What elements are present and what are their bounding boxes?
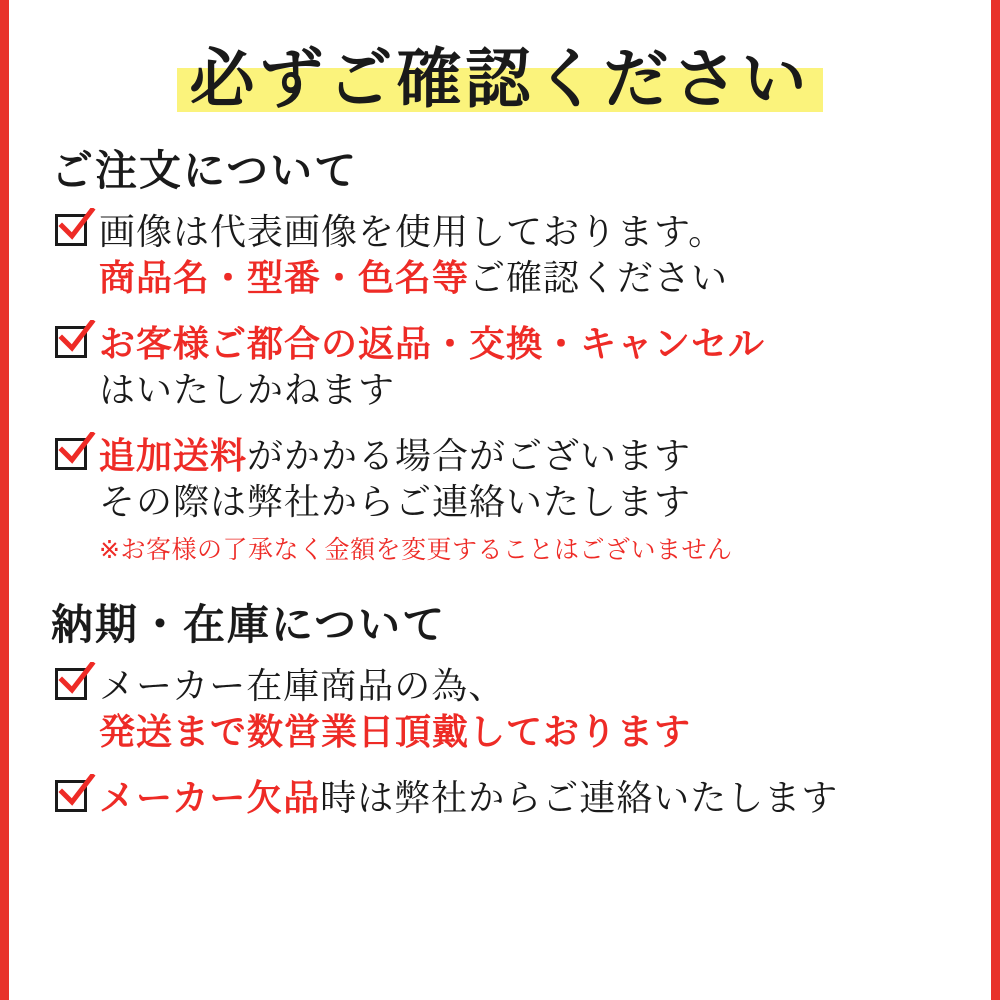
checkbox-checked-icon bbox=[55, 438, 91, 474]
list-item bbox=[47, 322, 957, 414]
line-1 bbox=[99, 322, 957, 368]
line-1-black: 時は弊社からご連絡いたします bbox=[320, 778, 839, 820]
list-item-text bbox=[99, 322, 957, 414]
line-1 bbox=[99, 210, 957, 256]
line-1 bbox=[99, 664, 957, 710]
line-1-black: がかかる場合がございます bbox=[247, 435, 692, 477]
line-1-red: 追加送料 bbox=[99, 435, 248, 477]
line-2 bbox=[99, 710, 957, 756]
footnote: ※お客様の了承なく金額を変更することはございません bbox=[99, 534, 733, 564]
line-1 bbox=[99, 434, 957, 480]
section-heading-order: ご注文について bbox=[51, 145, 359, 195]
checkbox-checked-icon bbox=[55, 668, 91, 704]
line-2-black: その際は弊社からご連絡いたします bbox=[99, 481, 692, 523]
section-heading-delivery: 納期・在庫について bbox=[51, 599, 447, 649]
list-item bbox=[47, 434, 957, 566]
line-2-red: 発送まで数営業日頂戴しております bbox=[99, 712, 692, 754]
checkbox-checked-icon bbox=[55, 780, 91, 816]
notice-content bbox=[9, 0, 991, 1000]
page-title bbox=[177, 44, 822, 116]
line-2 bbox=[99, 256, 957, 302]
line-2 bbox=[99, 368, 957, 414]
list-item-text bbox=[99, 210, 957, 302]
line-1 bbox=[99, 776, 957, 822]
line-1-red: お客様ご都合の返品・交換・キャンセル bbox=[99, 323, 766, 365]
title-block bbox=[43, 44, 957, 116]
list-item-text bbox=[99, 664, 957, 756]
line-2-black: はいたしかねます bbox=[99, 369, 396, 411]
line-2-black: ご確認ください bbox=[469, 257, 729, 299]
line-1-red: メーカー欠品 bbox=[99, 778, 321, 820]
checkbox-checked-icon bbox=[55, 326, 91, 362]
line-2-red: 商品名・型番・色名等 bbox=[99, 257, 470, 299]
list-item bbox=[47, 210, 957, 302]
line-1-black: 画像は代表画像を使用しております。 bbox=[99, 211, 726, 253]
list-item bbox=[47, 664, 957, 756]
list-item-text bbox=[99, 776, 957, 822]
line-1-black: メーカー在庫商品の為、 bbox=[99, 665, 506, 707]
list-item-text bbox=[99, 434, 957, 566]
list-item bbox=[47, 776, 957, 822]
checkbox-checked-icon bbox=[55, 214, 91, 250]
title-text: 必ずご確認ください bbox=[189, 42, 811, 117]
line-2 bbox=[99, 480, 957, 526]
